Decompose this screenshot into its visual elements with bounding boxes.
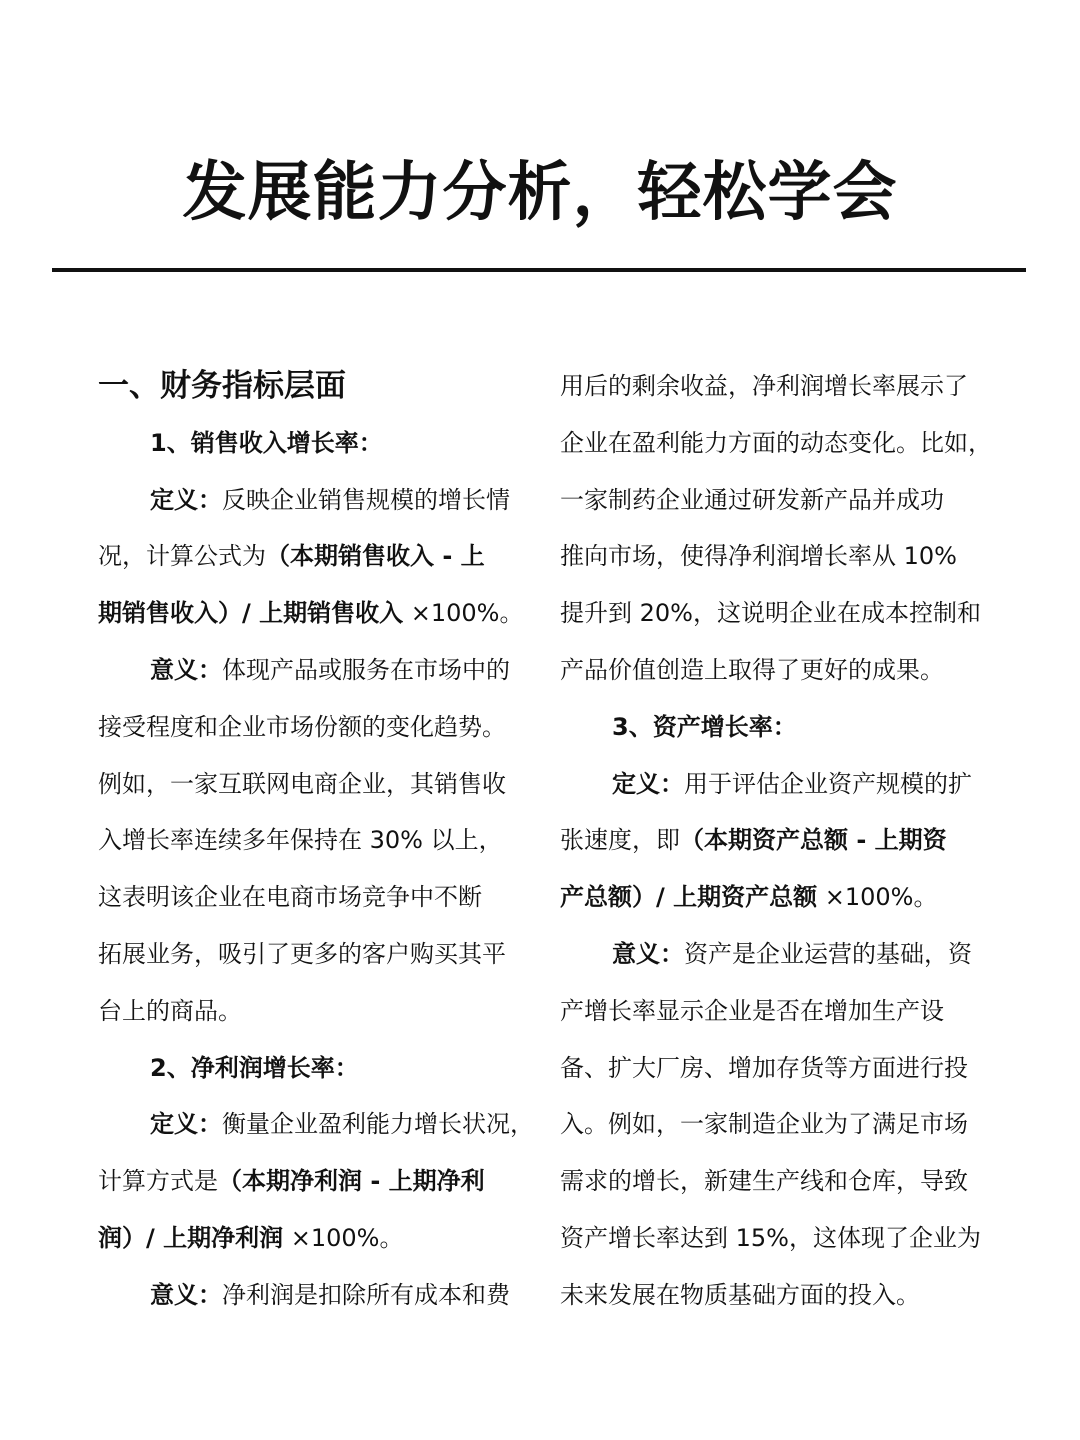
formula: （本期净利润 - 上期净利	[218, 1167, 485, 1196]
section-heading: 一、财务指标层面	[98, 368, 346, 404]
formula: （本期销售收入 - 上	[266, 542, 485, 571]
text-line: 未来发展在物质基础方面的投入。	[560, 1280, 920, 1309]
text-line: 期销售收入）/ 上期销售收入 ×100%。	[98, 599, 524, 628]
text-line: 拓展业务，吸引了更多的客户购买其平	[98, 939, 506, 968]
text-line: 体现产品或服务在市场中的	[222, 655, 510, 684]
meaning-label: 意义：	[150, 1280, 222, 1309]
text-line: 例如，一家互联网电商企业，其销售收	[98, 769, 506, 798]
text-line: 用后的剩余收益，净利润增长率展示了	[560, 372, 968, 400]
text-line: 净利润是扣除所有成本和费	[222, 1280, 510, 1309]
text-line: 资产是企业运营的基础，资	[684, 939, 972, 968]
meaning-label: 意义：	[150, 655, 222, 684]
text-line: 备、扩大厂房、增加存货等方面进行投	[560, 1053, 968, 1082]
item-3-meaning	[560, 926, 1000, 983]
text-line: 台上的商品。	[98, 996, 242, 1025]
item-2-definition	[98, 1096, 538, 1153]
formula: 产总额）/ 上期资产总额	[560, 883, 818, 912]
text-line: 张速度，即（本期资产总额 - 上期资	[560, 826, 947, 855]
text-line: 产增长率显示企业是否在增加生产设	[560, 996, 944, 1025]
item-2-meaning	[98, 1267, 538, 1324]
text-line: 接受程度和企业市场份额的变化趋势。	[98, 712, 506, 741]
text-line: 衡量企业盈利能力增长状况，	[222, 1110, 534, 1139]
text-line: 况，计算公式为（本期销售收入 - 上	[98, 542, 485, 571]
formula: （本期资产总额 - 上期资	[680, 826, 947, 855]
page-title: 发展能力分析，轻松学会	[182, 156, 898, 230]
text-line: 这表明该企业在电商市场竞争中不断	[98, 883, 482, 912]
definition-label: 定义：	[150, 485, 222, 514]
definition-label: 定义：	[612, 769, 684, 798]
definition-label: 定义：	[150, 1110, 222, 1139]
right-column	[560, 358, 1000, 1324]
left-column	[98, 358, 538, 1324]
formula: 期销售收入）/ 上期销售收入	[98, 599, 404, 628]
text-line: 产总额）/ 上期资产总额 ×100%。	[560, 883, 938, 912]
text-line: 润）/ 上期净利润 ×100%。	[98, 1223, 404, 1252]
text-line: 企业在盈利能力方面的动态变化。比如，	[560, 428, 992, 457]
item-heading-1: 1、销售收入增长率：	[150, 428, 383, 457]
text-line: 提升到 20%，这说明企业在成本控制和	[560, 599, 981, 628]
text-line: 资产增长率达到 15%，这体现了企业为	[560, 1223, 981, 1252]
formula: 润）/ 上期净利润	[98, 1223, 284, 1252]
text-line: 用于评估企业资产规模的扩	[684, 769, 972, 798]
text-line: 推向市场，使得净利润增长率从 10%	[560, 542, 957, 571]
item-3-definition	[560, 756, 1000, 813]
text-line: 产品价值创造上取得了更好的成果。	[560, 655, 944, 684]
text-line: 需求的增长，新建生产线和仓库，导致	[560, 1167, 968, 1196]
item-heading-3: 3、资产增长率：	[612, 712, 797, 741]
item-1-definition	[98, 472, 538, 529]
title-divider	[52, 268, 1026, 272]
text-line: 反映企业销售规模的增长情	[222, 485, 510, 514]
text-line: 入。例如，一家制造企业为了满足市场	[560, 1110, 968, 1139]
item-1-meaning	[98, 642, 538, 699]
meaning-label: 意义：	[612, 939, 684, 968]
text-line: 入增长率连续多年保持在 30% 以上，	[98, 826, 503, 855]
item-heading-2: 2、净利润增长率：	[150, 1053, 359, 1082]
text-line: 计算方式是（本期净利润 - 上期净利	[98, 1167, 485, 1196]
text-line: 一家制药企业通过研发新产品并成功	[560, 485, 944, 514]
